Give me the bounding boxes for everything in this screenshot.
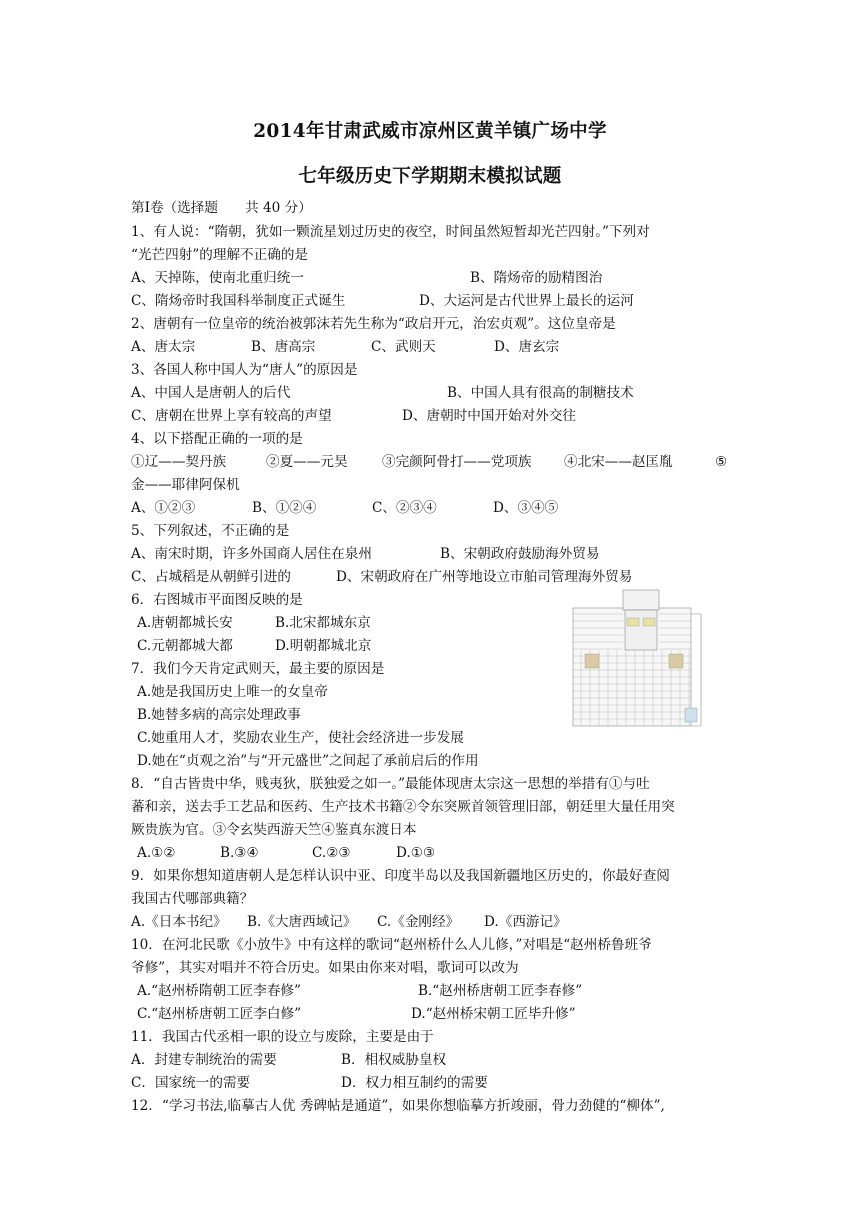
question-5-option-c: C、占城稻是从朝鲜引进的 bbox=[131, 569, 291, 585]
question-8-stem-cont: 蕃和亲，送去手工艺品和医药、生产技术书籍②令东突厥首领管理旧部，朝廷里大量任用突 bbox=[131, 799, 675, 815]
city-plan-map bbox=[565, 588, 705, 738]
question-8-stem-cont2: 厥贵族为官。③令玄奘西游天竺④鉴真东渡日本 bbox=[131, 822, 417, 838]
question-6-option-b: B.北宋都城东京 bbox=[275, 615, 371, 631]
lake-block bbox=[685, 708, 697, 722]
question-1-option-c: C、隋炀帝时我国科举制度正式诞生 bbox=[131, 293, 346, 309]
question-6-option-c: C.元朝都城大都 bbox=[137, 638, 233, 654]
question-7-option-d: D.她在“贞观之治”与“开元盛世”之间起了承前启后的作用 bbox=[137, 753, 479, 769]
question-3-option-b: B、中国人具有很高的制糖技术 bbox=[447, 385, 634, 401]
question-4-item-5-marker: ⑤ bbox=[715, 454, 728, 470]
question-9-option-b: B.《大唐西域记》 bbox=[247, 914, 357, 930]
question-1-stem: 1、有人说：“隋朝，犹如一颗流星划过历史的夜空，时间虽然短暂却光芒四射。”下列对 bbox=[131, 224, 650, 240]
question-6-option-a: A.唐朝都城长安 bbox=[137, 615, 233, 631]
imperial-block bbox=[643, 618, 655, 626]
question-4-item-3: ③完颜阿骨打——党项族 bbox=[382, 454, 532, 470]
question-10-option-a: A.“赵州桥隋朝工匠李春修” bbox=[137, 983, 301, 999]
question-10-stem-cont: 爷修”，其实对唱并不符合历史。如果由你来对唱，歌词可以改为 bbox=[131, 960, 519, 976]
question-9-stem-cont: 我国古代哪部典籍？ bbox=[131, 891, 254, 907]
question-4-option-a: A、①②③ bbox=[131, 500, 196, 516]
question-5-option-a: A、南宋时期，许多外国商人居住在泉州 bbox=[131, 546, 372, 562]
question-5-option-b: B、宋朝政府鼓励海外贸易 bbox=[440, 546, 600, 562]
question-4-item-2: ②夏——元昊 bbox=[266, 454, 348, 470]
question-12-stem: 12．“学习书法,临摹古人优 秀碑帖是通道”，如果你想临摹方折竣丽，骨力劲健的“柳体”, bbox=[131, 1098, 665, 1114]
question-8-option-c: C.②③ bbox=[312, 845, 351, 861]
question-4-option-d: D、③④⑤ bbox=[493, 500, 559, 516]
question-2-option-c: C、武则天 bbox=[371, 339, 436, 355]
west-market-block bbox=[585, 654, 599, 668]
question-10-option-d: D.“赵州桥宋朝工匠毕升修” bbox=[411, 1006, 576, 1022]
question-10-stem: 10．在河北民歌《小放牛》中有这样的歌词“赵州桥什么人儿修，”对唱是“赵州桥鲁班爷 bbox=[131, 937, 652, 953]
question-5-stem: 5、下列叙述，不正确的是 bbox=[131, 523, 290, 539]
question-2-option-d: D、唐玄宗 bbox=[494, 339, 560, 355]
palace-block bbox=[627, 618, 639, 626]
question-11-option-d: D．权力相互制约的需要 bbox=[341, 1075, 488, 1091]
question-2-option-a: A、唐太宗 bbox=[131, 339, 196, 355]
question-10-option-b: B.“赵州桥唐朝工匠李春修” bbox=[418, 983, 583, 999]
question-7-option-b: B.她替多病的高宗处理政事 bbox=[137, 707, 301, 723]
east-market-block bbox=[669, 654, 683, 668]
question-7-option-a: A.她是我国历史上唯一的女皇帝 bbox=[137, 684, 328, 700]
question-8-option-d: D.①③ bbox=[396, 845, 436, 861]
question-4-item-4: ④北宋——赵匡胤 bbox=[564, 454, 673, 470]
question-11-option-c: C．国家统一的需要 bbox=[131, 1075, 251, 1091]
question-1-stem-cont: “光芒四射”的理解不正确的是 bbox=[131, 247, 309, 263]
question-1-option-a: A、天掉陈，使南北重归统一 bbox=[131, 270, 304, 286]
question-1-option-d: D、大运河是古代世界上最长的运河 bbox=[419, 293, 634, 309]
exam-title-school: 2014年甘肃武威市凉州区黄羊镇广场中学 bbox=[253, 121, 607, 142]
question-11-option-a: A．封建专制统治的需要 bbox=[131, 1052, 277, 1068]
question-4-option-b: B、①②④ bbox=[252, 500, 317, 516]
question-11-stem: 11．我国古代丞相一职的设立与废除，主要是由于 bbox=[131, 1029, 434, 1045]
question-9-option-a: A.《日本书纪》 bbox=[131, 914, 227, 930]
question-4-item-1: ①辽——契丹族 bbox=[131, 454, 227, 470]
question-3-option-d: D、唐朝时中国开始对外交往 bbox=[402, 408, 577, 424]
exam-title-subject: 七年级历史下学期期末模拟试题 bbox=[298, 166, 562, 187]
question-11-option-b: B．相权威胁皇权 bbox=[341, 1052, 447, 1068]
question-6-option-d: D.明朝都城北京 bbox=[275, 638, 372, 654]
question-9-stem: 9．如果你想知道唐朝人是怎样认识中亚、印度半岛以及我国新疆地区历史的，你最好查阅 bbox=[131, 868, 670, 884]
question-6-stem: 6．右图城市平面图反映的是 bbox=[131, 592, 303, 608]
question-8-stem: 8．“自古皆贵中华，贱夷狄，朕独爱之如一。”最能体现唐太宗这一思想的举措有①与吐 bbox=[131, 776, 650, 792]
section-header: 第Ⅰ卷（选择题 共 40 分） bbox=[131, 200, 312, 216]
question-8-option-a: A.①② bbox=[137, 845, 176, 861]
question-3-option-a: A、中国人是唐朝人的后代 bbox=[131, 385, 291, 401]
question-3-stem: 3、各国人称中国人为“唐人”的原因是 bbox=[131, 362, 358, 378]
question-8-option-b: B.③④ bbox=[220, 845, 259, 861]
question-4-item-5: 金——耶律阿保机 bbox=[131, 477, 240, 493]
question-2-stem: 2、唐朝有一位皇帝的统治被郭沫若先生称为“政启开元，治宏贞观”。这位皇帝是 bbox=[131, 316, 616, 332]
question-10-option-c: C.“赵州桥唐朝工匠李白修” bbox=[137, 1006, 302, 1022]
question-3-option-c: C、唐朝在世界上享有较高的声望 bbox=[131, 408, 332, 424]
question-4-option-c: C、②③④ bbox=[372, 500, 437, 516]
question-9-option-d: D.《西游记》 bbox=[484, 914, 567, 930]
question-7-stem: 7．我们今天肯定武则天，最主要的原因是 bbox=[131, 661, 385, 677]
question-9-option-c: C.《金刚经》 bbox=[377, 914, 460, 930]
question-7-option-c: C.她重用人才，奖励农业生产，使社会经济进一步发展 bbox=[137, 730, 464, 746]
question-1-option-b: B、隋炀帝的励精图治 bbox=[470, 270, 603, 286]
question-5-option-d: D、宋朝政府在广州等地设立市舶司管理海外贸易 bbox=[336, 569, 633, 585]
question-4-stem: 4、以下搭配正确的一项的是 bbox=[131, 431, 303, 447]
question-2-option-b: B、唐高宗 bbox=[251, 339, 316, 355]
